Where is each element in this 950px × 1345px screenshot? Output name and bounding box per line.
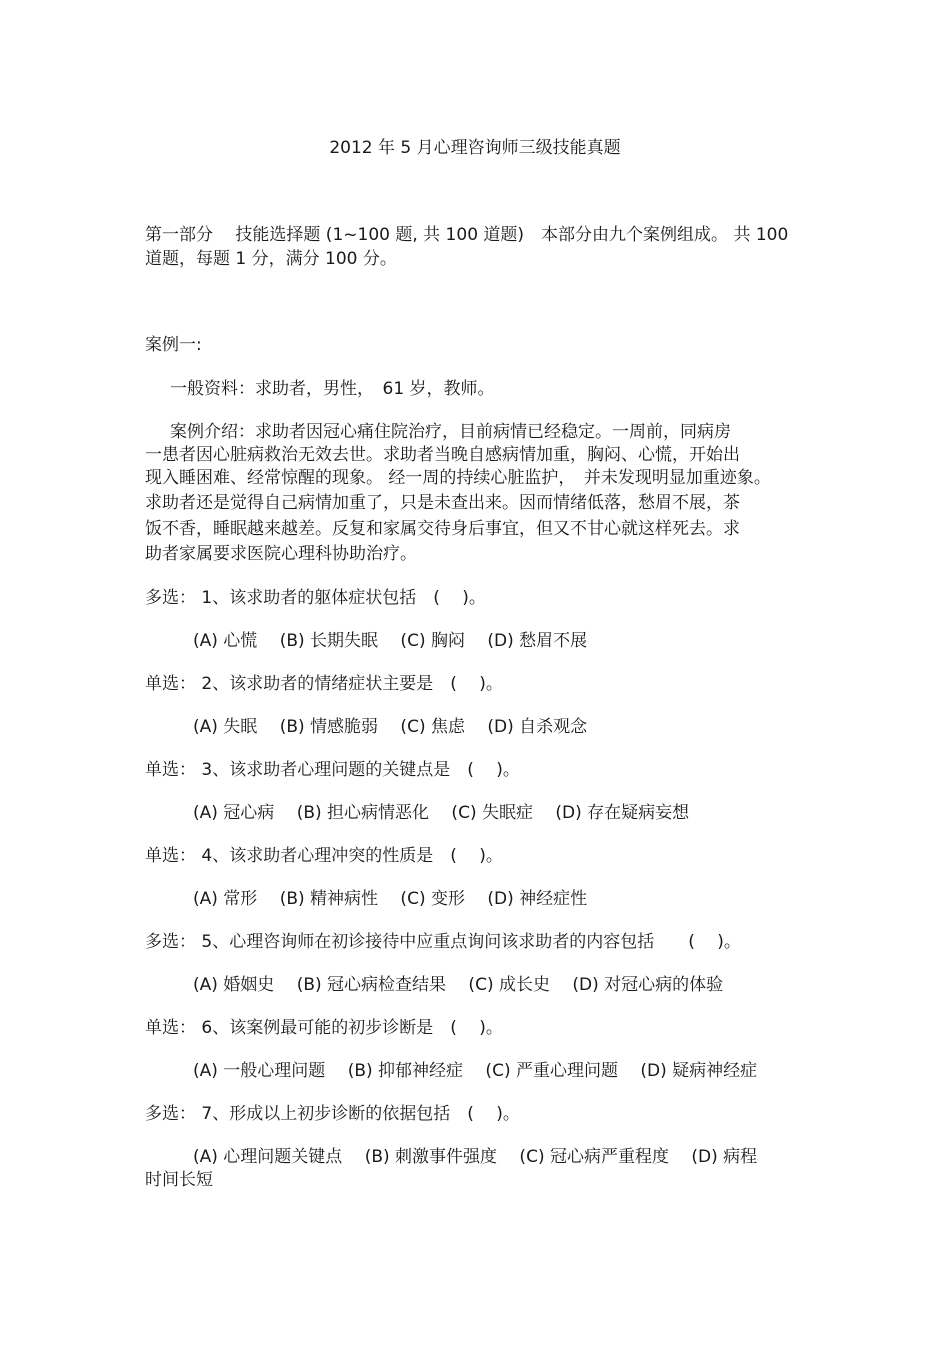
case-intro-line-2: 一患者因心脏病救治无效去世。求助者当晚自感病情加重，胸闷、心慌，开始出 — [145, 445, 740, 465]
case-intro-line-1: 案例介绍：求助者因冠心痛住院治疗，目前病情已经稳定。一周前，同病房 — [170, 422, 731, 442]
question-4-options: (A) 常形 (B) 精神病性 (C) 变形 (D) 神经症性 — [193, 889, 588, 909]
intro-line-1: 第一部分 技能选择题 (1~100 题, 共 100 道题) 本部分由九个案例组成。 共 100 — [145, 225, 789, 245]
question-3-options: (A) 冠心病 (B) 担心病情恶化 (C) 失眠症 (D) 存在疑病妄想 — [193, 803, 690, 823]
question-6-stem: 单选： 6、该案例最可能的初步诊断是 ( )。 — [145, 1018, 503, 1038]
question-5-options: (A) 婚姻史 (B) 冠心病检查结果 (C) 成长史 (D) 对冠心病的体验 — [193, 975, 724, 995]
question-2-stem: 单选： 2、该求助者的情绪症状主要是 ( )。 — [145, 674, 503, 694]
general-info: 一般资料：求助者，男性， 61 岁，教师。 — [170, 379, 495, 399]
question-1-options: (A) 心慌 (B) 长期失眠 (C) 胸闷 (D) 愁眉不展 — [193, 631, 588, 651]
question-7-options: (A) 心理问题关键点 (B) 刺激事件强度 (C) 冠心病严重程度 (D) 病程 — [193, 1147, 758, 1167]
document-title: 2012 年 5 月心理咨询师三级技能真题 — [329, 138, 621, 158]
question-3-stem: 单选： 3、该求助者心理问题的关键点是 ( )。 — [145, 760, 520, 780]
case-heading: 案例一: — [145, 335, 202, 355]
case-intro-line-6: 助者家属要求医院心理科协助治疗。 — [145, 544, 417, 564]
intro-line-2: 道题，每题 1 分，满分 100 分。 — [145, 249, 397, 269]
question-6-options: (A) 一般心理问题 (B) 抑郁神经症 (C) 严重心理问题 (D) 疑病神经症 — [193, 1061, 758, 1081]
case-intro-line-4: 求助者还是觉得自己病情加重了，只是未查出来。因而情绪低落，愁眉不展，茶 — [145, 493, 740, 513]
case-intro-line-3: 现入睡困难、经常惊醒的现象。 经一周的持续心脏监护， 并未发现明显加重迹象。 — [145, 468, 771, 488]
question-4-stem: 单选： 4、该求助者心理冲突的性质是 ( )。 — [145, 846, 503, 866]
question-7-stem: 多选： 7、形成以上初步诊断的依据包括 ( )。 — [145, 1104, 520, 1124]
question-2-options: (A) 失眠 (B) 情感脆弱 (C) 焦虑 (D) 自杀观念 — [193, 717, 588, 737]
case-intro-line-5: 饭不香，睡眠越来越差。反复和家属交待身后事宜，但又不甘心就这样死去。求 — [145, 519, 740, 539]
question-1-stem: 多选： 1、该求助者的躯体症状包括 ( )。 — [145, 588, 486, 608]
question-7-continuation: 时间长短 — [145, 1170, 213, 1190]
question-5-stem: 多选： 5、心理咨询师在初诊接待中应重点询问该求助者的内容包括 ( )。 — [145, 932, 741, 952]
